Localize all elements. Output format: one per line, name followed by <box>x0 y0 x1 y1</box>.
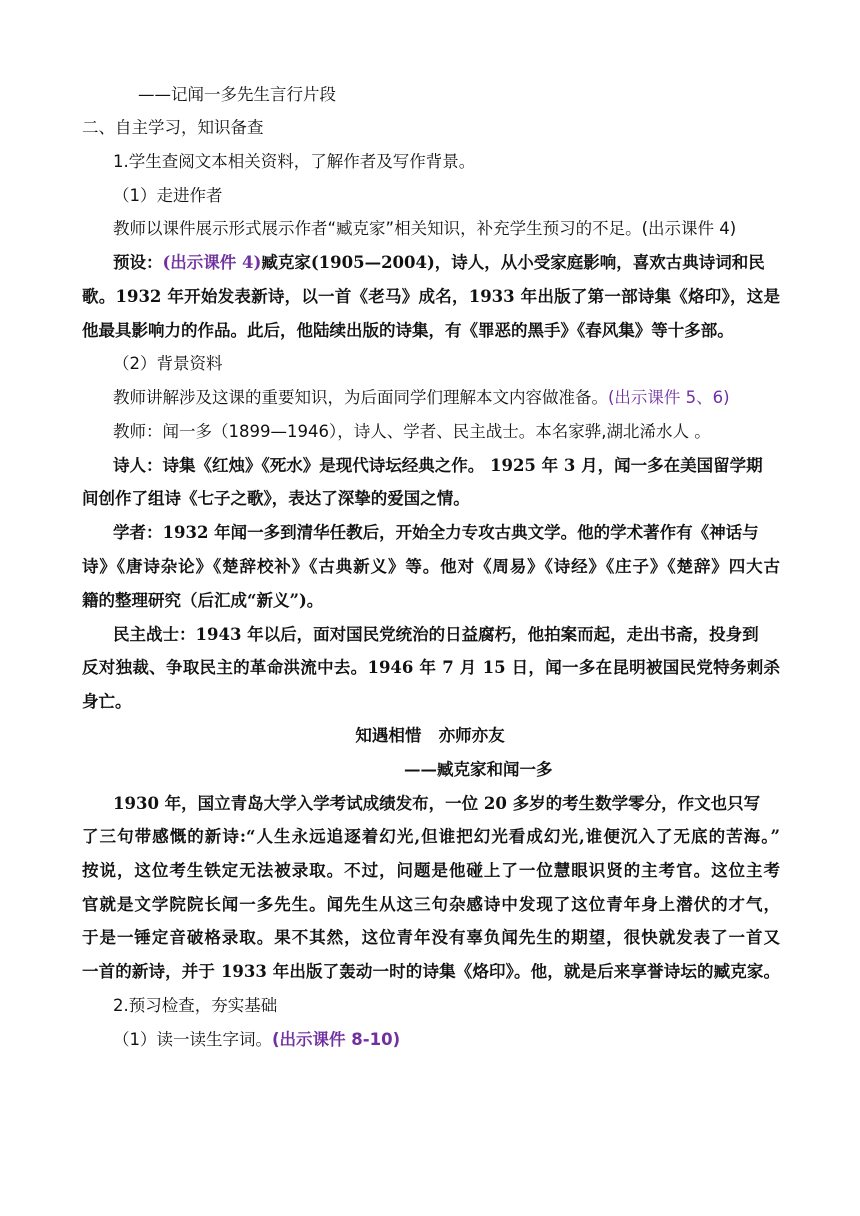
story-line-4: 官就是文学院院长闻一多先生。闻先生从这三句杂感诗中发现了这位青年身上潜伏的才气， <box>82 895 780 914</box>
item-2-sub-1-text: （1）读一读生字词。 <box>113 1030 272 1049</box>
fighter-line-3: 身亡。 <box>82 692 132 711</box>
preset-line-1 <box>113 252 765 274</box>
item-1-heading: 1.学生查阅文本相关资料，了解作者及写作背景。 <box>113 152 476 171</box>
story-line-3: 按说，这位考生铁定无法被录取。不过，问题是他碰上了一位慧眼识贤的主考官。这位主考 <box>82 861 780 880</box>
story-line-5: 于是一锤定音破格录取。果不其然，这位青年没有辜负闻先生的期望，很快就发表了一首又 <box>82 928 780 947</box>
story-title: 知遇相惜 亦师亦友 <box>355 726 505 745</box>
preset-line-3: 他最具影响力的作品。此后，他陆续出版的诗集，有《罪恶的黑手》《春风集》等十多部。 <box>82 321 734 340</box>
scholar-line-1: 学者：1932 年闻一多到清华任教后，开始全力专攻古典文学。他的学术著作有《神话与 <box>113 523 759 542</box>
story-line-6: 一首的新诗，并于 1933 年出版了轰动一时的诗集《烙印》。他，就是后来享誉诗坛的臧克家。 <box>82 962 780 981</box>
item-2-sub-1-line <box>113 1029 400 1051</box>
section-heading-2: 二、自主学习，知识备查 <box>82 118 264 137</box>
teacher-show-author-text: 教师以课件展示形式展示作者“臧克家”相关知识，补充学生预习的不足。(出示课件 4) <box>113 219 737 238</box>
preset-courseware-tag: (出示课件 4) <box>162 253 262 272</box>
story-subtitle: ——臧克家和闻一多 <box>404 760 553 779</box>
fighter-line-2: 反对独裁、争取民主的革命洪流中去。1946 年 7 月 15 日，闻一多在昆明被国民党特务刺杀 <box>82 658 780 677</box>
teacher-background-courseware-tag: (出示课件 5、6) <box>608 388 730 407</box>
poet-line-2: 间创作了组诗《七子之歌》，表达了深挚的爱国之情。 <box>82 489 470 508</box>
fighter-line-1: 民主战士：1943 年以后，面对国民党统治的日益腐朽，他拍案而起，走出书斋，投身到 <box>113 625 759 644</box>
teacher-background-line <box>113 387 730 409</box>
poet-line-1: 诗人：诗集《红烛》《死水》是现代诗坛经典之作。 1925 年 3 月，闻一多在美国留学期 <box>113 456 763 475</box>
item-1-subheading-author: （1）走进作者 <box>113 186 223 205</box>
item-2-sub-1-courseware-tag: (出示课件 8-10) <box>272 1030 401 1049</box>
preset-label: 预设： <box>113 253 163 272</box>
teacher-background-text: 教师讲解涉及这课的重要知识，为后面同学们理解本文内容做准备。 <box>113 388 608 407</box>
scholar-line-3: 籍的整理研究（后汇成“新义”)。 <box>82 591 324 610</box>
wen-yiduo-intro: 教师：闻一多（1899—1946），诗人、学者、民主战士。本名家骅,湖北浠水人 。 <box>113 422 711 441</box>
preset-line-2: 歌。1932 年开始发表新诗，以一首《老马》成名，1933 年出版了第一部诗集《烙印》，这是 <box>82 287 780 306</box>
story-line-2: 了三句带感慨的新诗:“人生永远追逐着幻光,但谁把幻光看成幻光,谁便沉入了无底的苦海。” <box>82 827 780 846</box>
subtitle-top: ——记闻一多先生言行片段 <box>138 85 336 104</box>
story-line-1: 1930 年，国立青岛大学入学考试成绩发布，一位 20 多岁的考生数学零分，作文也只写 <box>113 794 761 813</box>
item-1-subheading-background: （2）背景资料 <box>113 354 223 373</box>
preset-text: 臧克家(1905—2004)，诗人，从小受家庭影响，喜欢古典诗词和民 <box>261 253 765 272</box>
scholar-line-2: 诗》《唐诗杂论》《楚辞校补》《古典新义》等。他对《周易》《诗经》《庄子》《楚辞》四大古 <box>82 557 780 576</box>
item-2-heading: 2.预习检查，夯实基础 <box>113 996 278 1015</box>
